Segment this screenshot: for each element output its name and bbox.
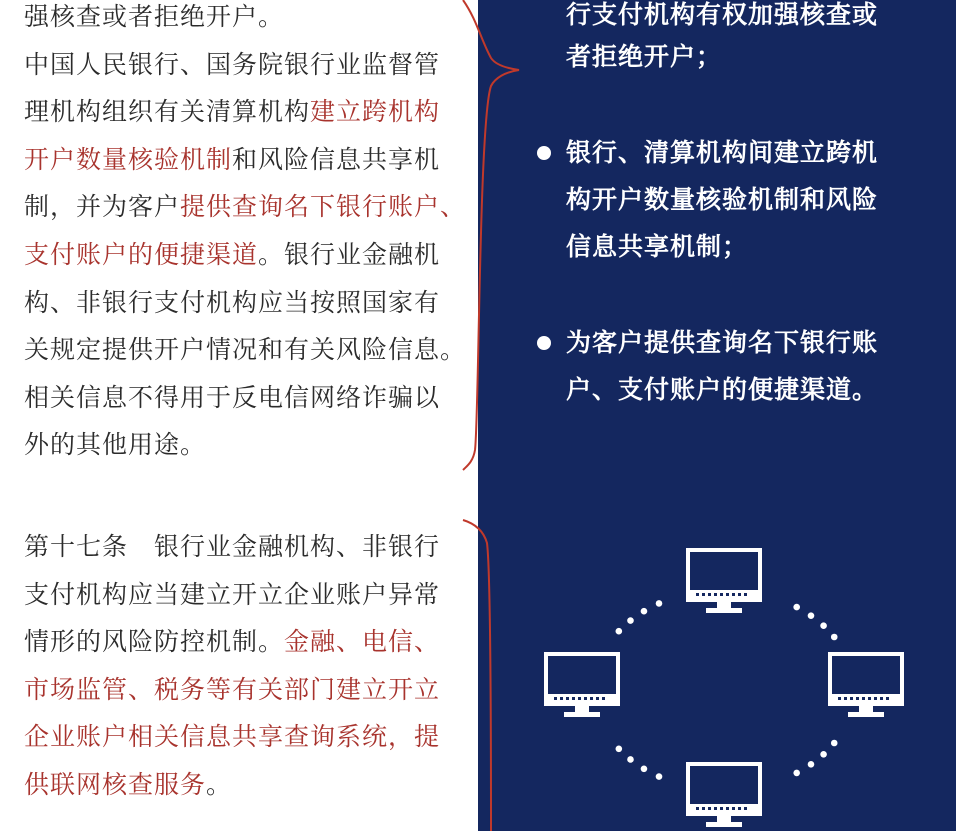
body-text: 外的其他用途。	[24, 430, 207, 460]
summary-panel	[478, 0, 956, 831]
body-text: 第十七条 银行业金融机构、非银行	[24, 532, 441, 561]
connection-dot	[656, 600, 663, 607]
article-17-line	[24, 627, 440, 657]
connection-dot	[656, 773, 663, 780]
bullet-dot	[537, 146, 551, 160]
body-text: 情形的风险防控机制。	[24, 627, 285, 657]
connection-dot	[641, 608, 648, 615]
body-text: 制，并为客户	[24, 192, 181, 222]
article-16-line	[24, 145, 440, 175]
highlighted-text: 提供查询名下银行账户、	[180, 192, 467, 222]
body-text: 构、非银行支付机构应当按照国家有	[24, 287, 441, 317]
highlighted-text: 企业账户相关信息共享查询系统，提	[24, 722, 441, 752]
body-text: 和风险信息共享机	[232, 144, 441, 174]
monitor-icon	[546, 654, 618, 717]
highlighted-text: 支付账户的便捷渠道	[24, 240, 259, 269]
bullet-2-line-1: 为客户提供查询名下银行账	[566, 328, 879, 357]
panel-top-line-1: 行支付机构有权加强核查或	[566, 0, 879, 29]
connection-dot	[627, 756, 634, 763]
bullet-dot	[537, 336, 551, 350]
article-16-line	[24, 192, 466, 222]
highlighted-text: 供联网核查服务	[24, 770, 207, 799]
brace-connector-bottom	[455, 515, 515, 831]
body-text: 支付机构应当建立开立企业账户异常	[24, 579, 441, 609]
connection-dot	[808, 612, 815, 619]
monitor-icon	[688, 764, 760, 827]
monitor-icon	[688, 550, 760, 613]
connection-dot	[616, 628, 623, 635]
body-text: 中国人民银行、国务院银行业监督管	[24, 49, 441, 79]
connection-dot	[793, 770, 800, 777]
bullet-1-line-2: 构开户数量核验机制和风险	[566, 185, 879, 214]
monitor-icon	[830, 654, 902, 717]
article-16-line	[24, 430, 206, 460]
connection-dot	[820, 751, 827, 758]
connection-dot	[793, 604, 800, 611]
brace-connector-top	[455, 0, 525, 480]
highlighted-text: 市场监管、税务等有关部门建立开立	[24, 674, 441, 704]
highlighted-text: 建立跨机构	[310, 97, 441, 127]
body-text: 。银行业金融机	[258, 240, 441, 269]
connection-dot	[641, 766, 648, 773]
connection-dot	[820, 622, 827, 629]
bullet-2-line-2: 户、支付账户的便捷渠道。	[566, 375, 879, 404]
article-16-line	[24, 240, 440, 270]
article-16-line	[24, 50, 440, 80]
article-16-line	[24, 383, 440, 413]
article-17-line	[24, 580, 440, 610]
article-16-line	[24, 97, 440, 127]
connection-dot	[831, 740, 838, 747]
bullet-1-line-3: 信息共享机制；	[566, 232, 749, 261]
connection-dot	[831, 634, 838, 641]
article-17-line	[24, 675, 440, 705]
article-16-line	[24, 2, 284, 32]
body-text: 相关信息不得用于反电信网络诈骗以	[24, 382, 441, 412]
body-text: 理机构组织有关清算机构	[24, 97, 311, 127]
highlighted-text: 开户数量核验机制	[24, 144, 233, 174]
connection-dot	[616, 745, 623, 752]
body-text: 强核查或者拒绝开户。	[24, 2, 285, 31]
article-17-line	[24, 722, 440, 752]
bullet-1-line-1: 银行、清算机构间建立跨机	[566, 138, 879, 167]
article-16-line	[24, 288, 440, 318]
network-illustration	[478, 0, 956, 831]
article-17-line	[24, 770, 232, 800]
connection-dot	[808, 761, 815, 768]
highlighted-text: 金融、电信、	[284, 627, 441, 657]
body-text: 关规定提供开户情况和有关风险信息。	[24, 335, 467, 365]
article-17-line	[24, 532, 440, 562]
article-16-line	[24, 335, 466, 365]
body-text: 。	[206, 770, 233, 799]
connection-dot	[627, 617, 634, 624]
panel-top-line-2: 者拒绝开户；	[566, 42, 723, 71]
